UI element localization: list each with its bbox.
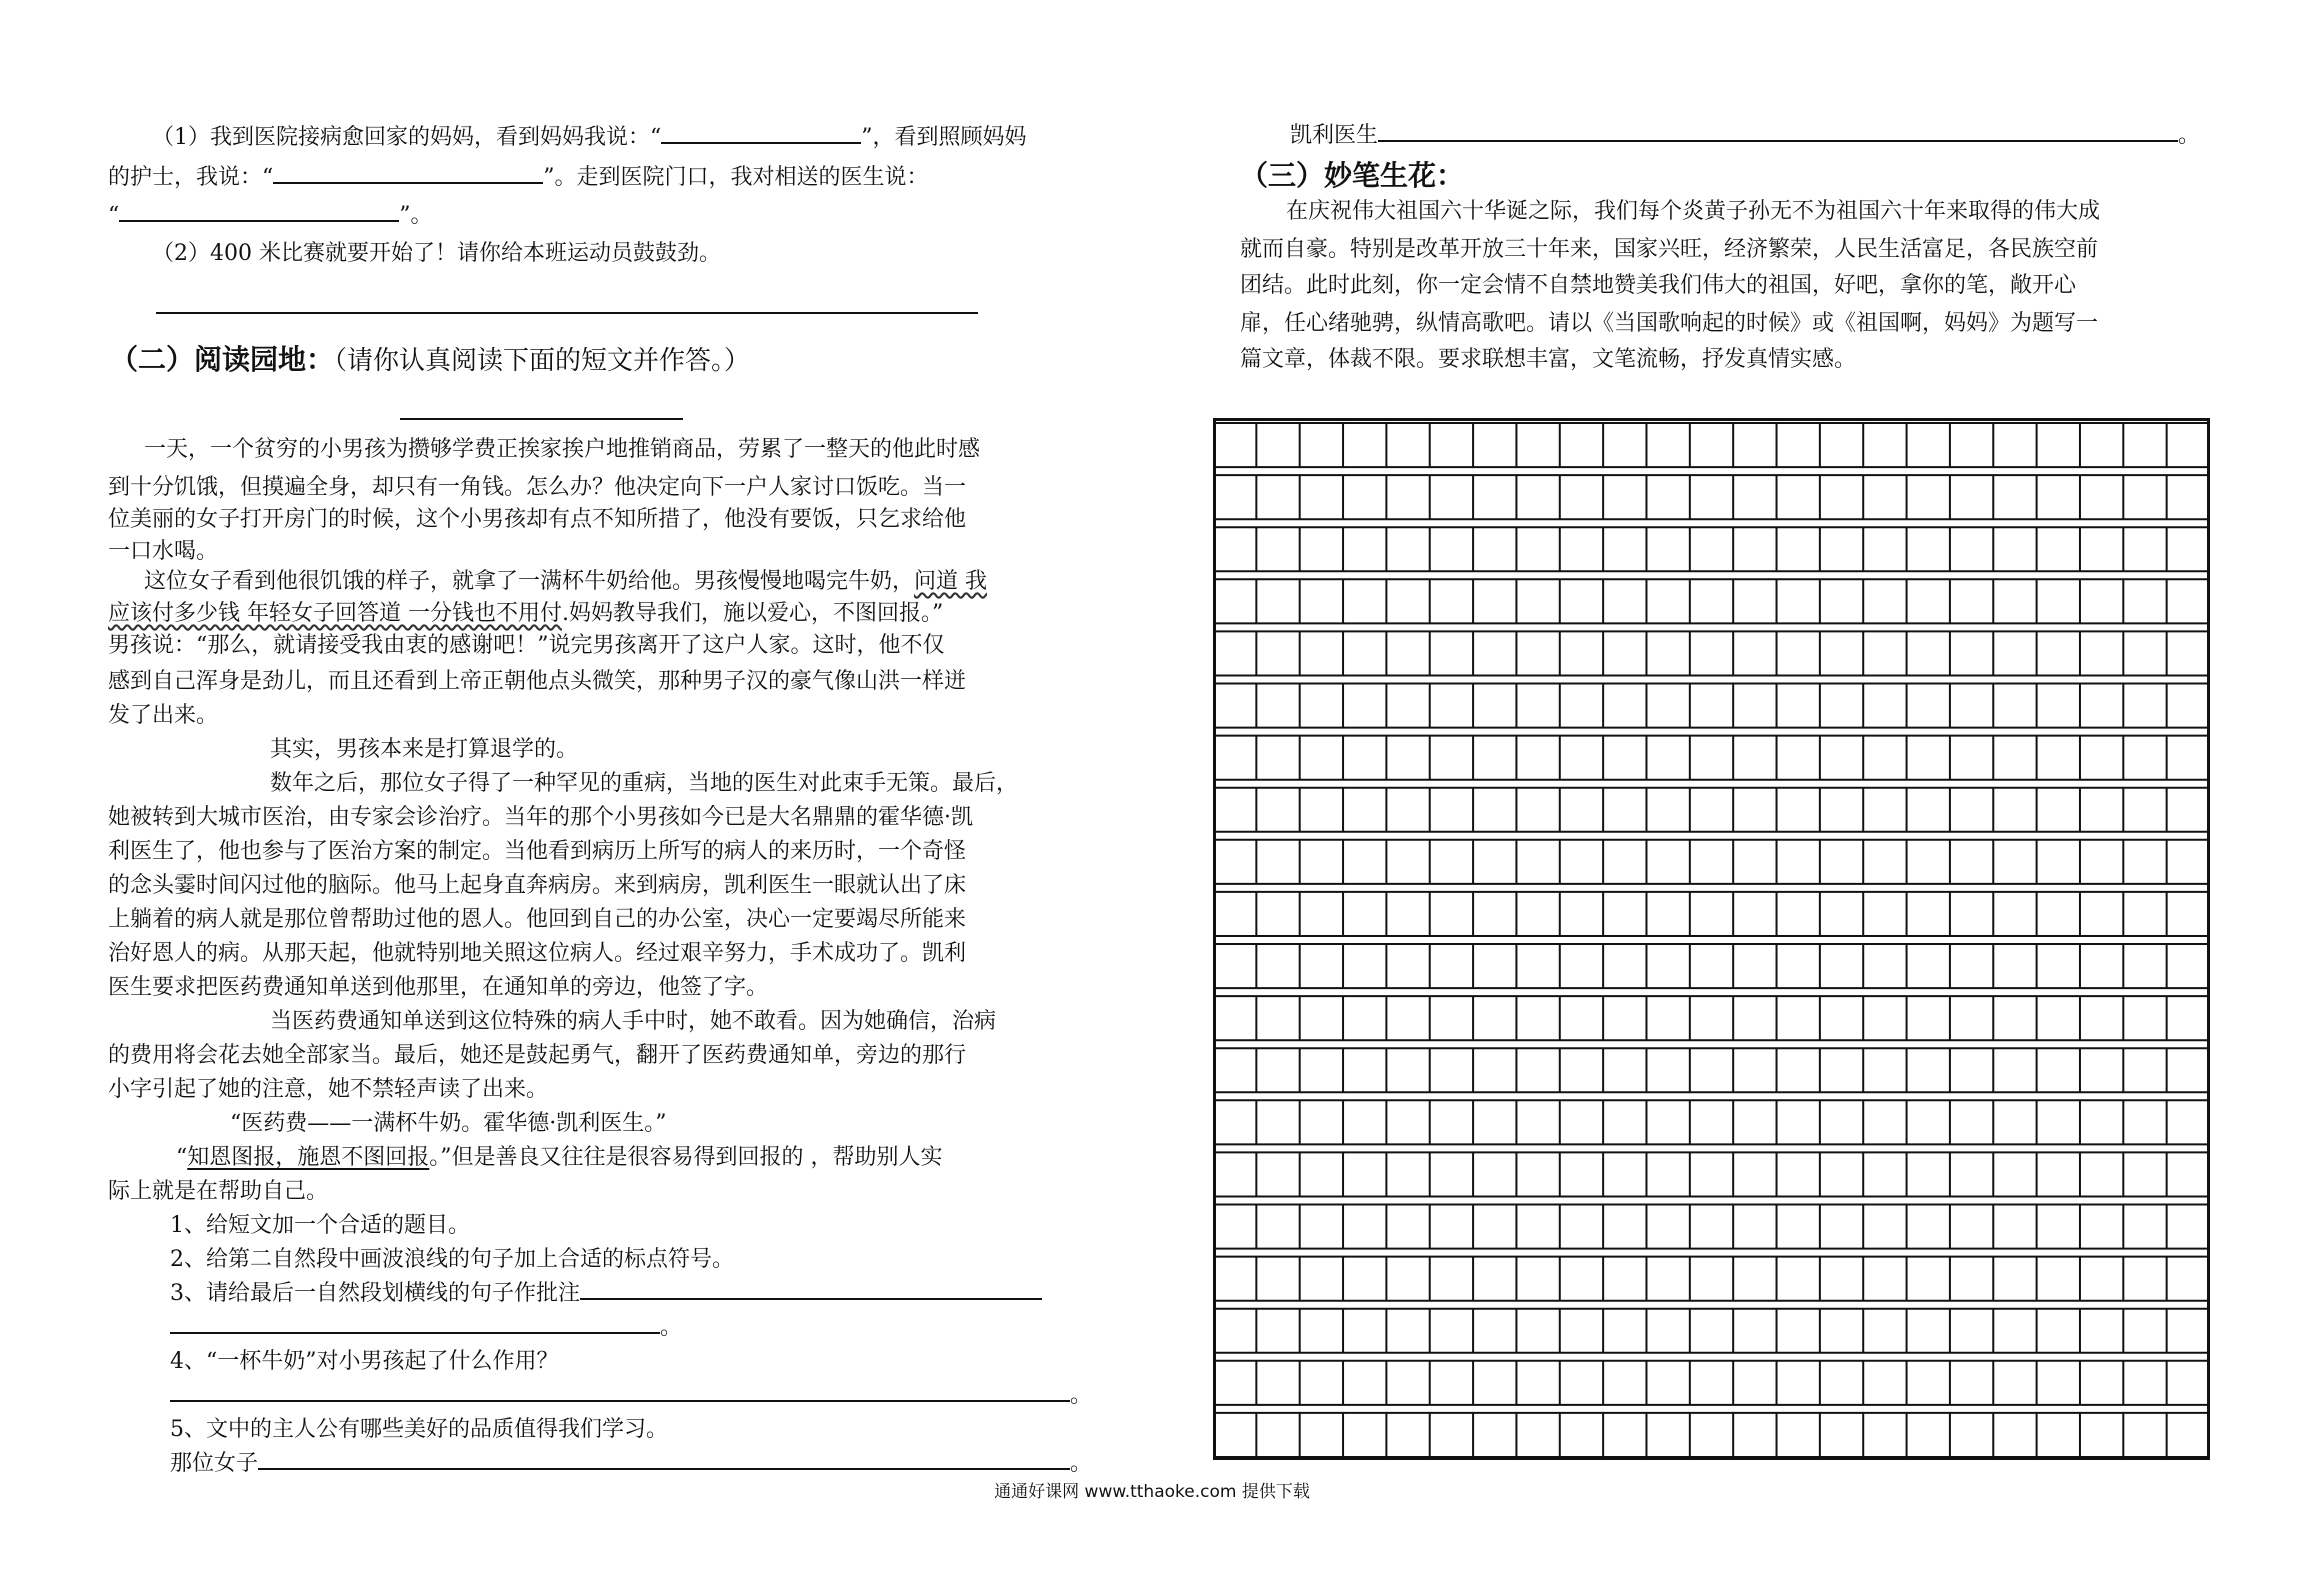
story-line: 感到自己浑身是劲儿，而且还看到上帝正朝他点头微笑，那种男子汉的豪气像山洪一样迸 (108, 669, 967, 694)
story-line: 上躺着的病人就是那位曾帮助过他的恩人。他回到自己的办公室，决心一定要竭尽所能来 (108, 907, 967, 932)
answer-blank[interactable] (1378, 118, 2178, 142)
story-line: “知恩图报，施恩不图回报。”但是善良又往往是很容易得到回报的 ，帮助别人实 (176, 1145, 943, 1170)
prompt-line: 扉，任心绪驰骋，纵情高歌吧。请以《当国歌响起的时候》或《祖国啊，妈妈》为题写一 (1240, 311, 2099, 336)
question-3: 3、请给最后一自然段划横线的句子作批注 (170, 1276, 1042, 1312)
oral-q2: （2）400 米比赛就要开始了！请你给本班运动员鼓鼓劲。 (152, 241, 721, 266)
question-5-doctor-answer: 凯利医生 。 (1290, 118, 2200, 154)
writing-heading: （三）妙笔生花： (1240, 159, 1465, 192)
question-4: 4、“一杯牛奶”对小男孩起了什么作用？ (170, 1349, 559, 1374)
story-line: 发了出来。 (108, 703, 219, 728)
prompt-line: 篇文章，体裁不限。要求联想丰富，文笔流畅，抒发真情实感。 (1240, 347, 1857, 372)
answer-blank[interactable] (580, 1276, 1042, 1300)
reading-heading: （二）阅读园地：（请你认真阅读下面的短文并作答。） (110, 343, 751, 376)
answer-blank[interactable] (170, 1378, 1070, 1402)
prompt-line: 团结。此时此刻，你一定会情不自禁地赞美我们伟大的祖国，好吧，拿你的笔，敞开心 (1240, 273, 2077, 298)
story-paragraph-3: 其实，男孩本来是打算退学的。 (270, 737, 579, 762)
footer-credit: 通通好课网 www.tthaoke.com 提供下载 (994, 1482, 1310, 1502)
oral-q1-line3: “ ”。 (108, 198, 433, 234)
question-3-continuation: 。 (170, 1310, 682, 1346)
story-line: 应该付多少钱 年轻女子回答道 一分钱也不用付.妈妈教导我们，施以爱心，不图回报。” (108, 601, 944, 626)
oral-q2-answer-line[interactable] (156, 312, 978, 314)
oral-q1-line2: 的护士，我说：“ ”。走到医院门口，我对相送的医生说： (108, 160, 929, 196)
underlined-sentence: 知恩图报，施恩不图回报 (187, 1145, 430, 1170)
wavy-sentence: 问道 我 (914, 569, 988, 594)
oral-q1-line1: （1）我到医院接病愈回家的妈妈，看到妈妈我说：“ ”，看到照顾妈妈 (152, 120, 1027, 156)
answer-blank[interactable] (273, 160, 543, 184)
question-2: 2、给第二自然段中画波浪线的句子加上合适的标点符号。 (170, 1247, 734, 1272)
title-answer-line[interactable] (400, 418, 683, 420)
story-line: 医生要求把医药费通知单送到他那里，在通知单的旁边，他签了字。 (108, 975, 769, 1000)
story-line: 的费用将会花去她全部家当。最后，她还是鼓起勇气，翻开了医药费通知单，旁边的那行 (108, 1043, 967, 1068)
story-line: 一天，一个贫穷的小男孩为攒够学费正挨家挨户地推销商品，劳累了一整天的他此时感 (144, 437, 981, 462)
question-5-answer: 那位女子 。 (170, 1446, 1092, 1482)
story-line: 际上就是在帮助自己。 (108, 1179, 329, 1204)
composition-grid[interactable] (1213, 418, 2210, 1460)
prompt-line: 就而自豪。特别是改革开放三十年来，国家兴旺，经济繁荣，人民生活富足，各民族空前 (1240, 237, 2099, 262)
answer-blank[interactable] (119, 198, 399, 222)
story-line: 她被转到大城市医治，由专家会诊治疗。当年的那个小男孩如今已是大名鼎鼎的霍华德·凯 (108, 805, 973, 830)
story-line: 的念头霎时间闪过他的脑际。他马上起身直奔病房。来到病房，凯利医生一眼就认出了床 (108, 873, 967, 898)
wavy-sentence: 应该付多少钱 年轻女子回答道 一分钱也不用付 (108, 601, 562, 626)
story-line: 利医生了，他也参与了医治方案的制定。当他看到病历上所写的病人的来历时，一个奇怪 (108, 839, 967, 864)
question-1: 1、给短文加一个合适的题目。 (170, 1213, 470, 1238)
grid-border (1215, 420, 2209, 1459)
answer-blank[interactable] (170, 1310, 660, 1334)
question-5: 5、文中的主人公有哪些美好的品质值得我们学习。 (170, 1417, 668, 1442)
prompt-line: 在庆祝伟大祖国六十华诞之际，我们每个炎黄子孙无不为祖国六十年来取得的伟大成 (1286, 199, 2101, 224)
story-line: 到十分饥饿，但摸遍全身，却只有一角钱。怎么办？他决定向下一户人家讨口饭吃。当一 (108, 475, 967, 500)
story-line: 小字引起了她的注意，她不禁轻声读了出来。 (108, 1077, 549, 1102)
story-paragraph-6: “医药费——一满杯牛奶。霍华德·凯利医生。” (230, 1111, 667, 1136)
story-line: 当医药费通知单送到这位特殊的病人手中时，她不敢看。因为她确信，治病 (270, 1009, 997, 1034)
answer-blank[interactable] (258, 1446, 1070, 1470)
story-line: 数年之后，那位女子得了一种罕见的重病，当地的医生对此束手无策。最后， (270, 771, 1019, 796)
story-line: 位美丽的女子打开房门的时候，这个小男孩却有点不知所措了，他没有要饭，只乞求给他 (108, 507, 967, 532)
question-4-answer: 。 (170, 1378, 1092, 1414)
story-line: 男孩说：“那么，就请接受我由衷的感谢吧！”说完男孩离开了这户人家。这时，他不仅 (108, 633, 945, 658)
story-line: 一口水喝。 (108, 539, 219, 564)
answer-blank[interactable] (661, 120, 861, 144)
story-line: 治好恩人的病。从那天起，他就特别地关照这位病人。经过艰辛努力，手术成功了。凯利 (108, 941, 967, 966)
story-line: 这位女子看到他很饥饿的样子，就拿了一满杯牛奶给他。男孩慢慢地喝完牛奶，问道 我 (144, 569, 988, 594)
